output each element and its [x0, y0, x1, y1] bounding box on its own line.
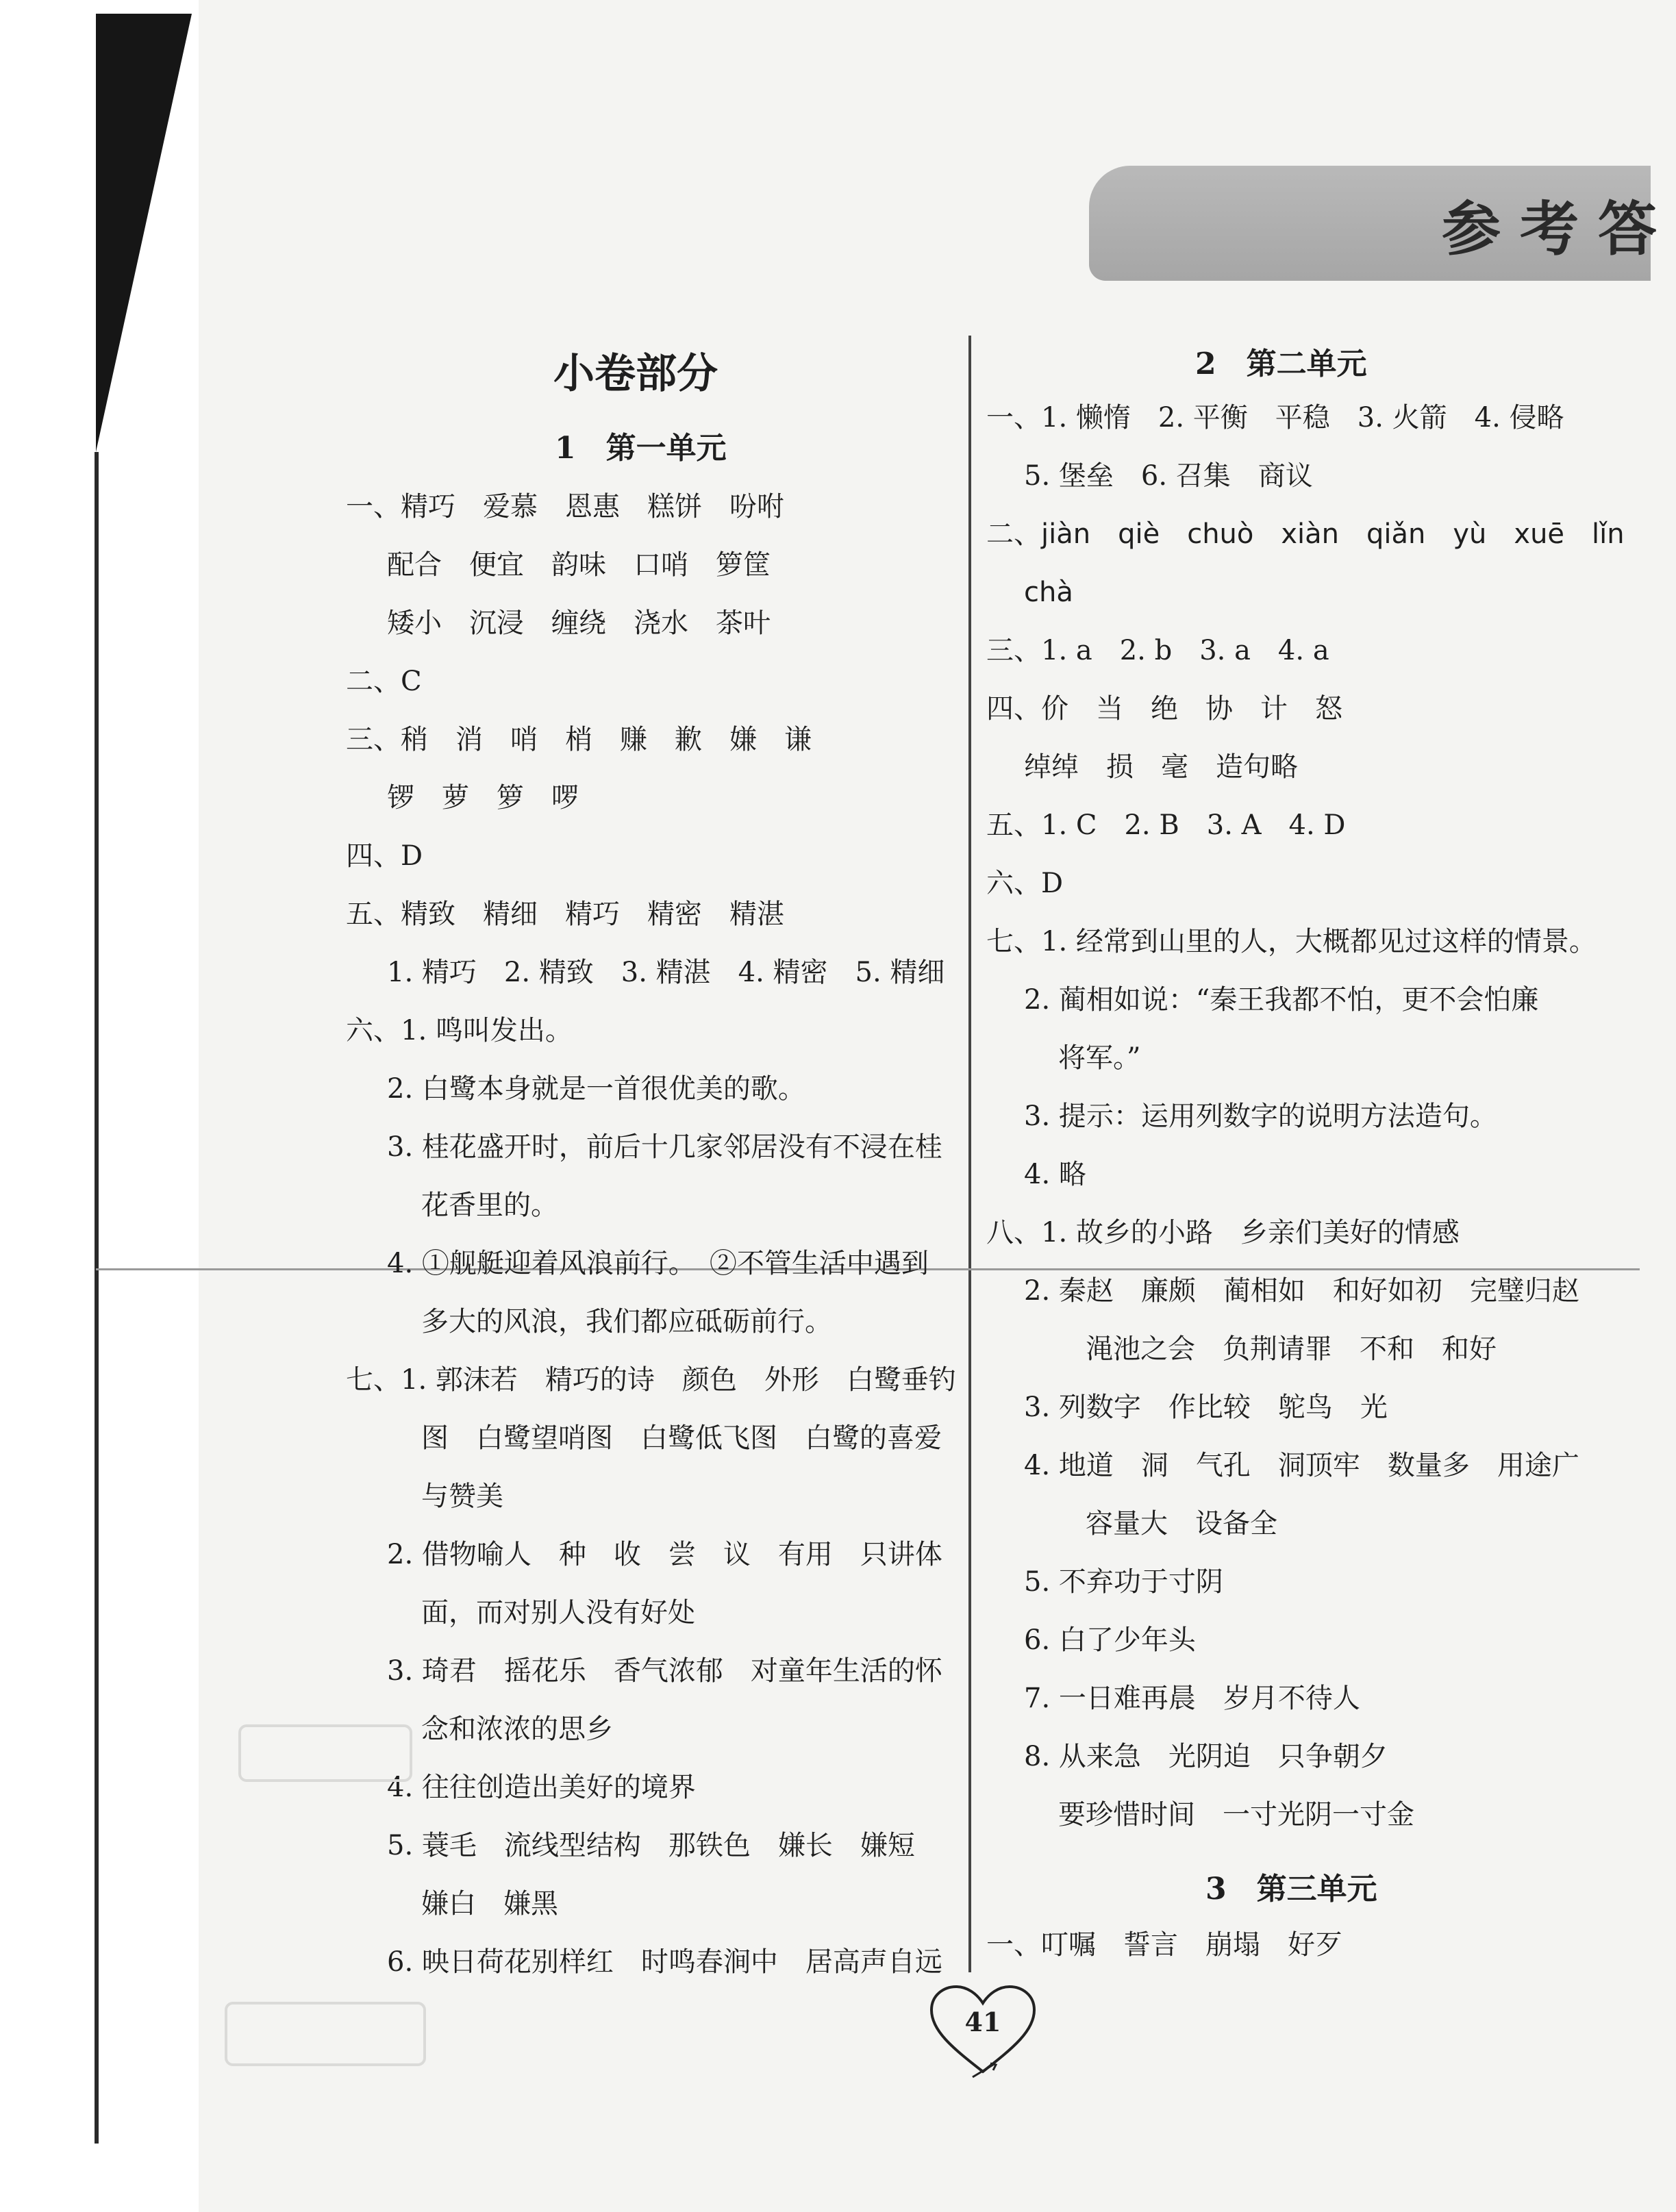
watermark-logo — [226, 1996, 431, 2072]
answer-line: 6. 映日荷花别样红 时鸣春涧中 居高声自远 — [387, 1946, 942, 1978]
answer-line: 五、1. C 2. B 3. A 4. D — [986, 809, 1346, 841]
answer-line: 花香里的。 — [421, 1190, 558, 1221]
answer-line: 四、D — [346, 840, 423, 872]
answer-line: 矮小 沉浸 缠绕 浇水 茶叶 — [387, 607, 771, 639]
answer-line: 8. 从来急 光阴迫 只争朝夕 — [1024, 1741, 1388, 1772]
answer-line: 容量大 设备全 — [1086, 1508, 1277, 1539]
answer-line: 念和浓浓的思乡 — [421, 1713, 613, 1745]
answer-line: 图 白鹭望哨图 白鹭低飞图 白鹭的喜爱 — [421, 1422, 942, 1454]
column-divider — [968, 336, 971, 1972]
answer-line: 六、D — [986, 868, 1064, 899]
answer-line: 六、1. 鸣叫发出。 — [346, 1015, 573, 1046]
answer-line: 一、精巧 爱慕 恩惠 糕饼 吩咐 — [346, 491, 784, 523]
answer-line: 五、精致 精细 精巧 精密 精湛 — [346, 898, 784, 930]
section-title: 小卷部分 — [553, 350, 718, 398]
answer-line: 一、1. 懒惰 2. 平衡 平稳 3. 火箭 4. 侵略 — [986, 402, 1564, 433]
answer-line: 3. 琦君 摇花乐 香气浓郁 对童年生活的怀 — [387, 1655, 942, 1687]
answer-line: 2. 秦赵 廉颇 蔺相如 和好如初 完璧归赵 — [1024, 1275, 1579, 1307]
answer-line: 4. 略 — [1024, 1159, 1086, 1190]
answer-line: 4. 地道 洞 气孔 洞顶牢 数量多 用途广 — [1024, 1450, 1579, 1481]
answer-line: 1. 精巧 2. 精致 3. 精湛 4. 精密 5. 精细 — [387, 957, 945, 988]
answer-line: 二、C — [346, 666, 422, 697]
unit-heading-1: 1 第一单元 — [555, 431, 727, 466]
answer-line: 3. 桂花盛开时，前后十几家邻居没有不浸在桂 — [387, 1131, 942, 1163]
answer-line: 5. 蓑毛 流线型结构 那铁色 嫌长 嫌短 — [387, 1830, 915, 1861]
page-number: 41 — [964, 2007, 1001, 2037]
answer-line: 锣 萝 箩 啰 — [387, 782, 579, 814]
answer-line: 将军。” — [1058, 1042, 1141, 1074]
answer-line: 四、价 当 绝 协 计 怒 — [986, 693, 1342, 725]
answer-line: 绰绰 损 毫 造句略 — [1024, 751, 1298, 783]
answer-line: 5. 堡垒 6. 召集 商议 — [1024, 460, 1313, 492]
answer-line: 3. 提示：运用列数字的说明方法造句。 — [1024, 1101, 1497, 1132]
answer-line: 七、1. 郭沫若 精巧的诗 颜色 外形 白鹭垂钓 — [346, 1364, 956, 1396]
answer-line: 渑池之会 负荆请罪 不和 和好 — [1086, 1333, 1497, 1365]
answer-line: 2. 蔺相如说：“秦王我都不怕，更不会怕廉 — [1024, 984, 1539, 1016]
unit-heading-2: 2 第二单元 — [1195, 347, 1367, 381]
answer-line: 要珍惜时间 一寸光阴一寸金 — [1058, 1799, 1414, 1831]
answer-line: 5. 不弃功于寸阴 — [1024, 1566, 1223, 1598]
book-spine-edge — [0, 0, 199, 2212]
answer-line: 2. 白鹭本身就是一首很优美的歌。 — [387, 1073, 805, 1105]
spine-shadow — [0, 0, 199, 2212]
answer-line: 三、稍 消 哨 梢 赚 歉 嫌 谦 — [346, 724, 812, 755]
answer-line: 二、jiàn qiè chuò xiàn qiǎn yù xuē lǐn — [986, 518, 1625, 550]
answer-line: 多大的风浪，我们都应砥砺前行。 — [421, 1306, 832, 1337]
answer-line: 配合 便宜 韵味 口哨 箩筐 — [387, 549, 771, 581]
answer-line: 3. 列数字 作比较 鸵鸟 光 — [1024, 1392, 1388, 1423]
answer-line: 嫌白 嫌黑 — [421, 1888, 558, 1920]
answer-line: 三、1. a 2. b 3. a 4. a — [986, 635, 1329, 666]
answer-line: 2. 借物喻人 种 收 尝 议 有用 只讲体 — [387, 1539, 942, 1570]
answer-line: 6. 白了少年头 — [1024, 1624, 1196, 1656]
watermark-logo — [240, 1719, 418, 1787]
answer-line: 一、叮嘱 誓言 崩塌 好歹 — [986, 1929, 1342, 1961]
answer-line: 面，而对别人没有好处 — [421, 1597, 695, 1629]
answer-line: 与赞美 — [421, 1481, 503, 1512]
answer-line: 4. 往往创造出美好的境界 — [387, 1772, 696, 1803]
answer-line: 7. 一日难再晨 岁月不待人 — [1024, 1683, 1360, 1714]
unit-heading-3: 3 第三单元 — [1205, 1872, 1377, 1907]
answer-line: 4. ①舰艇迎着风浪前行。 ②不管生活中遇到 — [387, 1248, 929, 1279]
answer-line: 七、1. 经常到山里的人，大概都见过这样的情景。 — [986, 926, 1597, 957]
header-title: 参考答 — [1442, 194, 1676, 264]
answer-line: chà — [1024, 577, 1073, 608]
answer-line: 八、1. 故乡的小路 乡亲们美好的情感 — [986, 1217, 1460, 1248]
